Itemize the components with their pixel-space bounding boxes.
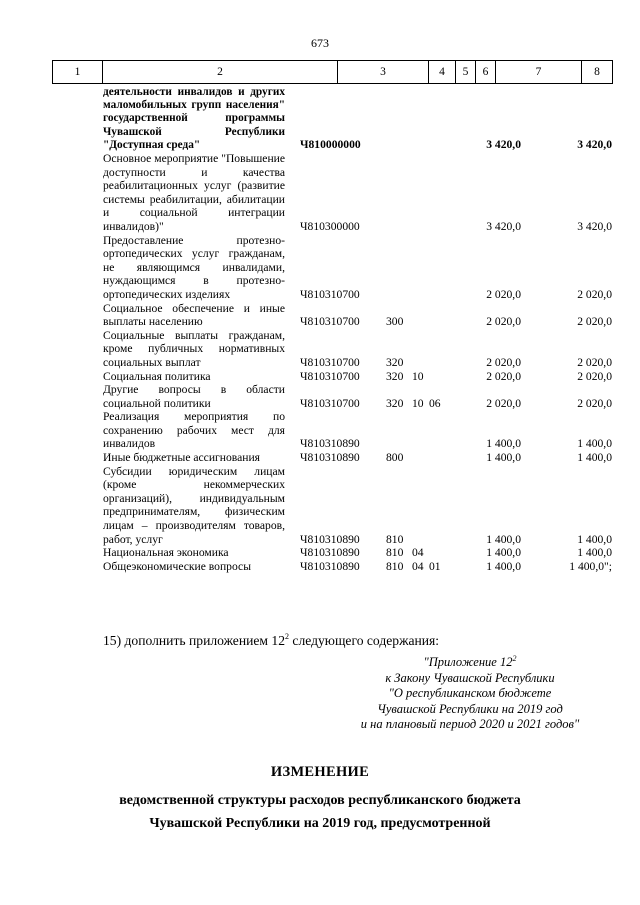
table-row [0, 465, 640, 547]
table-row [0, 370, 640, 384]
row-amount-col7: 3 420,0 [486, 138, 521, 152]
row-amount-col7: 2 020,0 [486, 287, 521, 301]
row-amount-col7: 2 020,0 [486, 315, 521, 329]
row-amount-col8: 1 400,0 [577, 546, 612, 560]
row-name: деятельности инвалидов и других маломобильных групп населения" государственной программы Чувашской Республики "Доступная среда" [103, 86, 285, 151]
table-body [0, 86, 640, 573]
row-code: Ч810000000 [300, 138, 361, 152]
row-amount-col8: 1 400,0 [577, 451, 612, 465]
row-name: Другие вопросы в области социальной политики [103, 383, 285, 410]
table-row [0, 234, 640, 302]
row-amount-col8: 3 420,0 [577, 219, 612, 233]
row-code: Ч810310700 [300, 315, 360, 329]
row-expense-type: 320 [386, 396, 404, 410]
annex-title: "Приложение 12 [423, 655, 513, 669]
row-code: Ч810310890 [300, 532, 360, 546]
row-name: Основное мероприятие "Повышение доступности и качества реабилитационных услуг (развитие системы реабилитации, абилитации и социальной интеграции инвалидов)" [103, 152, 285, 233]
row-name: Национальная экономика [103, 546, 229, 560]
row-code: Ч810310890 [300, 546, 360, 560]
row-amount-col8: 1 400,0"; [569, 559, 612, 573]
row-code: Ч810310890 [300, 559, 360, 573]
table-row [0, 302, 640, 329]
table-row [0, 451, 640, 465]
annex-line-4: Чувашской Республики на 2019 год [377, 701, 563, 716]
row-expense-type: 810 [386, 532, 404, 546]
row-subsection: 06 [429, 396, 441, 410]
row-amount-col7: 1 400,0 [486, 437, 521, 451]
col-header-8: 8 [582, 61, 613, 83]
annex-title-line [330, 651, 610, 671]
col-header-4: 4 [429, 61, 456, 83]
amendment-item-15 [103, 632, 623, 649]
document-subtitle [0, 789, 640, 835]
row-amount-col8: 1 400,0 [577, 532, 612, 546]
row-code: Ч810310700 [300, 396, 360, 410]
row-code: Ч810310890 [300, 451, 360, 465]
document-subtitle-line-2: Чувашской Республики на 2019 год, предусмотренной [149, 816, 491, 831]
row-amount-col8: 2 020,0 [577, 315, 612, 329]
row-section: 04 [412, 559, 424, 573]
row-amount-col7: 1 400,0 [486, 546, 521, 560]
row-name: Реализация мероприятия по сохранению рабочих мест для инвалидов [103, 410, 285, 451]
table-row [0, 560, 640, 574]
annex-line-2: к Закону Чувашской Республики [385, 670, 555, 685]
row-section: 10 [412, 369, 424, 383]
row-expense-type: 810 [386, 546, 404, 560]
row-expense-type: 300 [386, 315, 404, 329]
row-amount-col8: 1 400,0 [577, 437, 612, 451]
row-amount-col7: 2 020,0 [486, 369, 521, 383]
item15-text: 15) дополнить приложением 12 [103, 633, 286, 648]
row-amount-col7: 1 400,0 [486, 532, 521, 546]
row-amount-col8: 3 420,0 [577, 138, 612, 152]
annex-line-5: и на плановый период 2020 и 2021 годов" [360, 717, 580, 732]
col-header-2: 2 [103, 61, 338, 83]
row-amount-col7: 1 400,0 [486, 451, 521, 465]
annex-header [330, 651, 610, 733]
row-code: Ч810310700 [300, 369, 360, 383]
row-name: Иные бюджетные ассигнования [103, 451, 260, 465]
item15-superscript: 2 [285, 632, 290, 641]
row-amount-col7: 3 420,0 [486, 219, 521, 233]
col-header-1: 1 [52, 61, 103, 83]
row-name: Предоставление протезно-ортопедических услуг гражданам, не являющимся инвалидами, нуждающимся в протезно-ортопедических изделиях [103, 233, 285, 301]
row-amount-col8: 2 020,0 [577, 287, 612, 301]
row-section: 10 [412, 396, 424, 410]
row-expense-type: 320 [386, 369, 404, 383]
row-amount-col7: 2 020,0 [486, 396, 521, 410]
row-code: Ч810300000 [300, 219, 360, 233]
annex-title-superscript: 2 [512, 654, 517, 663]
row-name: Общеэкономические вопросы [103, 559, 251, 573]
table-row [0, 383, 640, 410]
page-number: 673 [311, 36, 329, 50]
row-amount-col8: 2 020,0 [577, 355, 612, 369]
row-amount-col7: 1 400,0 [486, 559, 521, 573]
row-section: 04 [412, 546, 424, 560]
item15-tail: следующего содержания: [289, 633, 440, 648]
row-name: Субсидии юридическим лицам (кроме некоммерческих организаций), индивидуальным предпринимателям, физическим лицам – производителям товаров, работ, услуг [103, 464, 285, 546]
row-expense-type: 320 [386, 355, 404, 369]
col-header-6: 6 [476, 61, 496, 83]
row-name: Социальное обеспечение и иные выплаты населению [103, 301, 285, 329]
row-amount-col8: 2 020,0 [577, 369, 612, 383]
row-code: Ч810310890 [300, 437, 360, 451]
document-subtitle-line-1: ведомственной структуры расходов республиканского бюджета [119, 793, 521, 808]
table-row [0, 546, 640, 560]
row-amount-col8: 2 020,0 [577, 396, 612, 410]
col-header-3: 3 [338, 61, 429, 83]
table-row [0, 152, 640, 234]
document-title: ИЗМЕНЕНИЕ [270, 764, 370, 780]
annex-line-3: "О республиканском бюджете [388, 686, 552, 701]
row-code: Ч810310700 [300, 287, 360, 301]
col-header-7: 7 [496, 61, 582, 83]
row-expense-type: 810 [386, 559, 404, 573]
row-name: Социальная политика [103, 369, 211, 383]
table-row [0, 410, 640, 451]
row-code: Ч810310700 [300, 355, 360, 369]
row-subsection: 01 [429, 559, 441, 573]
row-expense-type: 800 [386, 451, 404, 465]
table-row [0, 329, 640, 370]
col-header-5: 5 [456, 61, 476, 83]
table-header-row [52, 60, 613, 84]
row-amount-col7: 2 020,0 [486, 355, 521, 369]
row-name: Социальные выплаты гражданам, кроме публичных нормативных социальных выплат [103, 328, 285, 369]
table-row [0, 86, 640, 152]
